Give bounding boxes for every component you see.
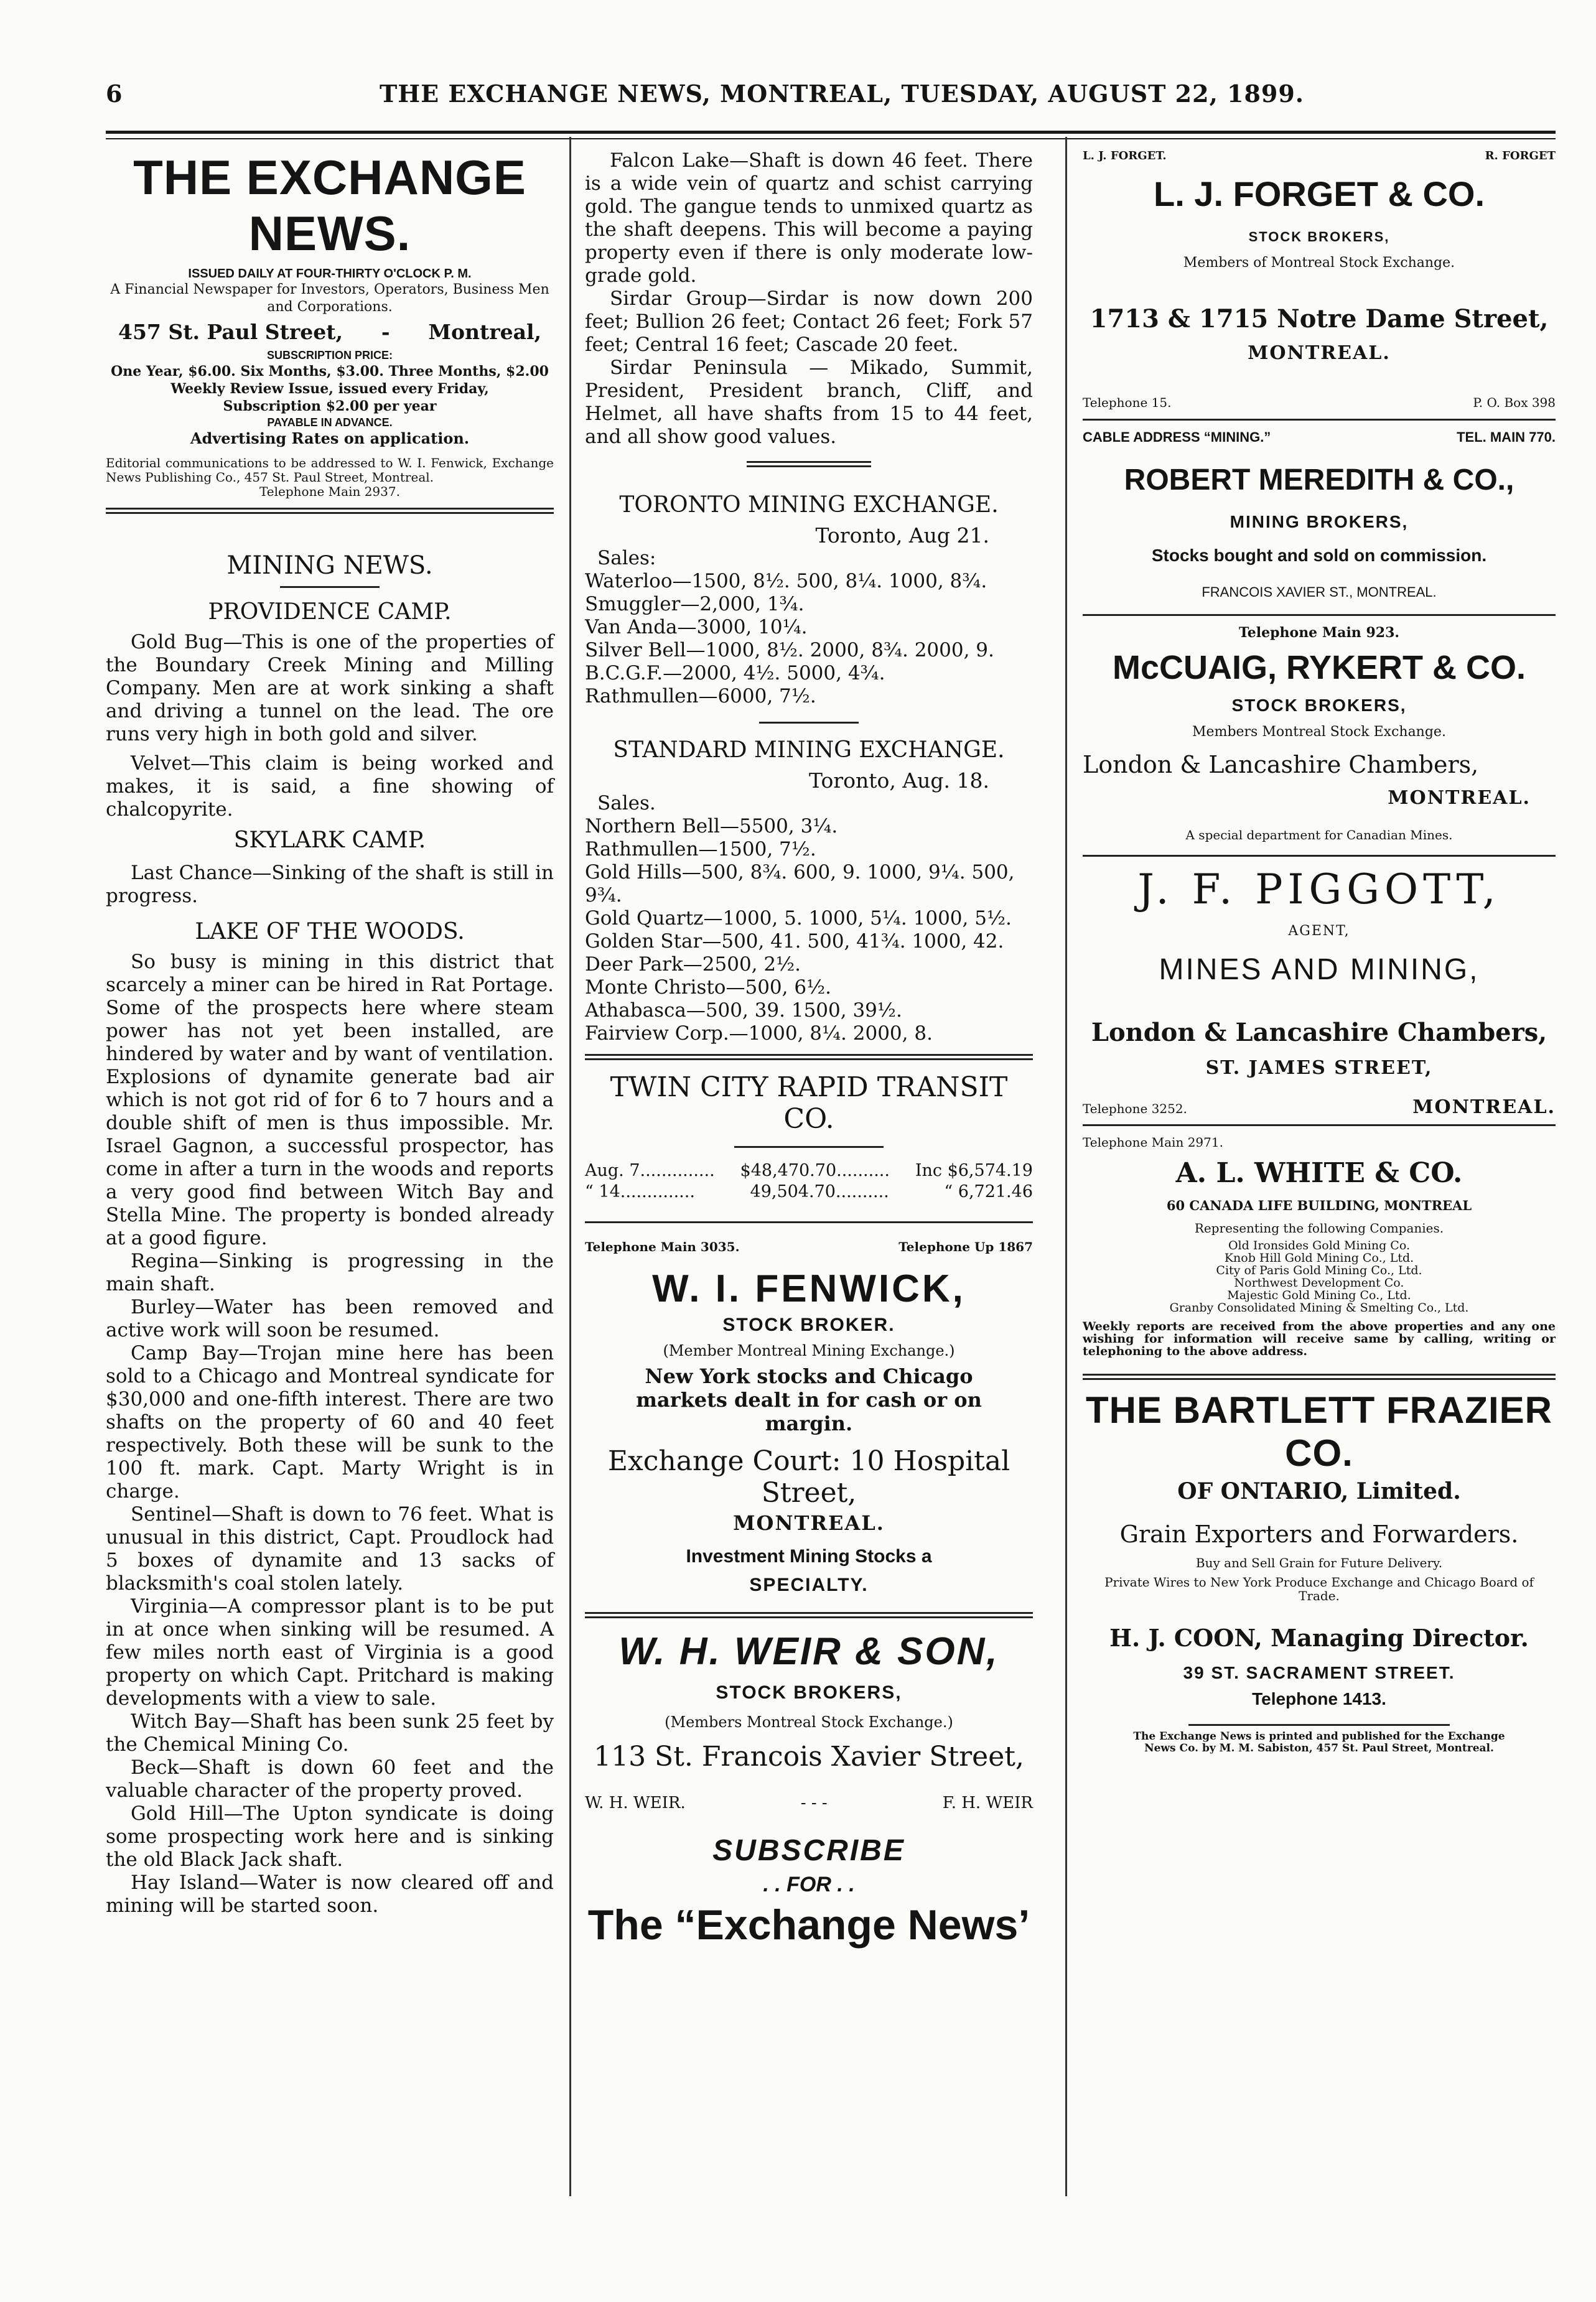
sales-line: Fairview Corp.—1000, 8¼. 2000, 8. xyxy=(585,1022,933,1045)
sales-line: Smuggler—2,000, 1¾. xyxy=(585,593,805,615)
editorial-phone: Telephone Main 2937. xyxy=(259,484,400,499)
forget-member: Members of Montreal Stock Exchange. xyxy=(1183,255,1455,271)
mccuaig-member: Members Montreal Stock Exchange. xyxy=(1192,724,1446,740)
divider xyxy=(106,508,554,514)
column-divider xyxy=(569,137,571,2196)
weir-ad xyxy=(585,1629,1033,1949)
twin-city-date: “ 14.............. xyxy=(585,1182,695,1201)
sales-line: Van Anda—3000, 10¼. xyxy=(585,616,808,638)
providence-camp-heading: PROVIDENCE CAMP. xyxy=(208,599,452,625)
forget-left: L. J. FORGET. xyxy=(1083,149,1167,162)
weir-partners xyxy=(585,1794,1033,1812)
mccuaig-name: McCUAIG, RYKERT & CO. xyxy=(1112,649,1526,686)
forget-ad xyxy=(1083,174,1556,364)
divider xyxy=(1083,419,1556,421)
divider xyxy=(1188,1724,1450,1726)
sales-line: Deer Park—2500, 2½. xyxy=(585,953,801,976)
sales-line: Rathmullen—1500, 7½. xyxy=(585,838,816,860)
company-item: Majestic Gold Mining Co., Ltd. xyxy=(1227,1288,1411,1302)
divider xyxy=(1083,1124,1556,1126)
meredith-desc: Stocks bought and sold on commission. xyxy=(1151,546,1487,565)
twin-city-table xyxy=(585,1160,1033,1203)
paper-title: THE EXCHANGE NEWS. xyxy=(133,150,526,261)
bartlett-name: THE BARTLETT FRAZIER CO. xyxy=(1086,1389,1552,1474)
forget-right: R. FORGET xyxy=(1485,149,1556,162)
weir-name: W. H. WEIR & SON, xyxy=(618,1630,999,1673)
paragraph: Gold Hill—The Upton syndicate is doing some prospecting work here and is sinking the old Black Jack shaft. xyxy=(106,1802,554,1871)
paragraph: Witch Bay—Shaft has been sunk 25 feet by the Chemical Mining Co. xyxy=(106,1710,554,1756)
tagline: A Financial Newspaper for Investors, Operators, Business Men and Corporations. xyxy=(110,282,549,315)
sales-label: Sales: xyxy=(597,547,656,569)
forget-phone: Telephone 15. xyxy=(1083,395,1172,410)
weir-address: 113 St. Francois Xavier Street, xyxy=(594,1741,1024,1773)
piggott-city: MONTREAL. xyxy=(1412,1096,1556,1118)
weir-right: F. H. WEIR xyxy=(942,1794,1033,1812)
sales-line: Gold Hills—500, 8¾. 600, 9. 1000, 9¼. 500, 9¾. xyxy=(585,861,1015,906)
white-phone: Telephone Main 2971. xyxy=(1083,1135,1223,1150)
divider xyxy=(734,1146,884,1148)
exchange-news-promo: The “Exchange News’ xyxy=(587,1901,1030,1949)
standard-date: Toronto, Aug. 18. xyxy=(809,768,989,793)
sales-label: Sales. xyxy=(597,792,656,814)
address-right: Montreal, xyxy=(428,320,541,344)
toronto-exchange-heading: TORONTO MINING EXCHANGE. xyxy=(619,492,999,518)
company-item: City of Paris Gold Mining Co., Ltd. xyxy=(1216,1264,1422,1277)
sales-line: Silver Bell—1000, 8½. 2000, 8¾. 2000, 9. xyxy=(585,639,994,661)
divider xyxy=(280,586,380,588)
column-divider xyxy=(1065,137,1067,2196)
fenwick-specialty: SPECIALTY. xyxy=(749,1575,869,1595)
paragraph: Burley—Water has been removed and active work will soon be resumed. xyxy=(106,1296,554,1341)
editorial-note: Editorial communications to be addressed to W. I. Fenwick, Exchange News Publishing Co., 457 St. Paul Street, Montreal. xyxy=(106,455,554,485)
fenwick-address: Exchange Court: 10 Hospital Street, xyxy=(607,1445,1010,1509)
piggott-address: London & Lancashire Chambers, xyxy=(1091,1018,1547,1047)
paragraph: Sirdar Group—Sirdar is now down 200 feet; Bullion 26 feet; Contact 26 feet; Fork 57 feet; Central 16 feet; Cascade 20 feet. xyxy=(585,287,1033,356)
fenwick-name: W. I. FENWICK, xyxy=(652,1267,966,1310)
piggott-ad xyxy=(1083,865,1556,1079)
white-company-list xyxy=(1083,1239,1556,1314)
fenwick-city: MONTREAL. xyxy=(733,1511,885,1535)
twin-city-row xyxy=(585,1181,1033,1203)
paragraph: Sentinel—Shaft is down to 76 feet. What is unusual in this district, Capt. Proudlock had 5 boxes of dynamite and 13 sacks of blacksmith's coal stolen lately. xyxy=(106,1503,554,1595)
paragraph: Regina—Sinking is progressing in the main shaft. xyxy=(106,1250,554,1295)
piggott-street: ST. JAMES STREET, xyxy=(1205,1057,1433,1079)
sales-line: Golden Star—500, 41. 500, 41¾. 1000, 42. xyxy=(585,930,1004,953)
paragraph: Beck—Shaft is down 60 feet and the valuable character of the property proved. xyxy=(106,1756,554,1802)
subscription-label: SUBSCRIPTION PRICE: xyxy=(266,349,393,361)
twin-city-inc: “ 6,721.46 xyxy=(944,1182,1033,1201)
fenwick-desc: New York stocks and Chicago markets dealt in for cash or on margin. xyxy=(636,1364,982,1435)
forget-contact xyxy=(1083,395,1556,410)
divider xyxy=(1083,855,1556,857)
piggott-mines: MINES AND MINING, xyxy=(1159,953,1480,986)
paragraph: Last Chance—Sinking of the shaft is still in progress. xyxy=(106,862,554,907)
twin-city-heading: TWIN CITY RAPID TRANSIT CO. xyxy=(610,1071,1008,1135)
meredith-role: MINING BROKERS, xyxy=(1230,512,1409,531)
for-text: . . FOR . . xyxy=(763,1873,855,1896)
paragraph: Gold Bug—This is one of the properties of the Boundary Creek Mining and Milling Company. Men are at work sinking a shaft and driving a tunnel on the lead. The ore runs very high in both gold and silver. xyxy=(106,631,554,745)
divider xyxy=(1083,614,1556,616)
company-item: Knob Hill Gold Mining Co., Ltd. xyxy=(1224,1251,1414,1265)
piggott-role: AGENT, xyxy=(1288,923,1350,939)
piggott-contact xyxy=(1083,1096,1556,1118)
page-number: 6 xyxy=(106,80,123,108)
paragraph: So busy is mining in this district that scarcely a miner can be hired in Rat Portage. Some of the prospects here where steam power has not yet been installed, are hindered by water and by want of ventilation. Explosions of dynamite generate bad air which is not got rid of for 6 to 7 hours and a double shift of men is thus impossible. Mr. Israel Gagnon, a successful prospector, has come in after a turn in the woods and reports a very good find between Witch Bay and Stella Mine. The property is bonded already at a good figure. xyxy=(106,951,554,1249)
bartlett-wires: Private Wires to New York Produce Exchange and Chicago Board of Trade. xyxy=(1104,1575,1534,1603)
piggott-name: J. F. PIGGOTT, xyxy=(1137,865,1501,913)
company-item: Granby Consolidated Mining & Smelting Co., Ltd. xyxy=(1169,1301,1469,1315)
fenwick-member: (Member Montreal Mining Exchange.) xyxy=(663,1342,955,1359)
divider xyxy=(585,1054,1033,1060)
mccuaig-address: London & Lancashire Chambers, xyxy=(1083,751,1479,778)
white-ad xyxy=(1083,1157,1556,1358)
meredith-name: ROBERT MEREDITH & CO., xyxy=(1124,464,1514,496)
printed-notice: The Exchange News is printed and published for the Exchange News Co. by M. M. Sabiston, 457 St. Paul Street, Montreal. xyxy=(1133,1730,1505,1754)
paragraph: Camp Bay—Trojan mine here has been sold to a Chicago and Montreal syndicate for $30,000 and one-fifth interest. There are two shafts on the property of 60 and 40 feet respectively. Both these will be sunk to the 100 ft. mark. Capt. Marty Wright is in charge. xyxy=(106,1342,554,1503)
forget-partners xyxy=(1083,149,1556,162)
twin-city-amount: 49,504.70.......... xyxy=(750,1182,889,1201)
standard-sales-list xyxy=(585,815,1033,1045)
weir-dashes: - - - xyxy=(800,1794,828,1812)
paragraph: Sirdar Peninsula — Mikado, Summit, President, President branch, Cliff, and Helmet, all have shafts from 15 to 44 feet, and all show good values. xyxy=(585,356,1033,448)
standard-exchange-heading: STANDARD MINING EXCHANGE. xyxy=(613,737,1005,763)
lake-of-woods-heading: LAKE OF THE WOODS. xyxy=(195,919,465,944)
sales-line: Monte Christo—500, 6½. xyxy=(585,976,831,999)
payable-advance: PAYABLE IN ADVANCE. xyxy=(267,416,393,429)
tel-main: TEL. MAIN 770. xyxy=(1457,429,1556,445)
forget-city: MONTREAL. xyxy=(1248,342,1391,364)
weekly-price: Subscription $2.00 per year xyxy=(223,398,437,414)
divider xyxy=(747,461,871,467)
fenwick-ad xyxy=(585,1267,1033,1596)
fenwick-phone-row xyxy=(585,1239,1033,1254)
coon-address: 39 ST. SACRAMENT STREET. xyxy=(1183,1663,1455,1682)
address-dash: - xyxy=(381,320,390,344)
mccuaig-dept: A special department for Canadian Mines. xyxy=(1185,827,1453,842)
sales-line: B.C.G.F.—2000, 4½. 5000, 4¾. xyxy=(585,662,885,684)
forget-role: STOCK BROKERS, xyxy=(1248,229,1390,245)
toronto-sales-list xyxy=(585,570,1033,708)
bartlett-sub: OF ONTARIO, Limited. xyxy=(1177,1478,1461,1504)
mccuaig-ad xyxy=(1083,625,1556,842)
forget-address: 1713 & 1715 Notre Dame Street, xyxy=(1090,304,1549,333)
mining-news-heading: MINING NEWS. xyxy=(226,551,433,580)
twin-city-row xyxy=(585,1160,1033,1181)
coon-phone: Telephone 1413. xyxy=(1252,1689,1386,1708)
masthead: THE EXCHANGE NEWS, MONTREAL, TUESDAY, AUGUST 22, 1899. xyxy=(380,80,1305,108)
meredith-address: FRANCOIS XAVIER ST., MONTREAL. xyxy=(1202,584,1437,600)
twin-city-inc: Inc $6,574.19 xyxy=(915,1161,1033,1180)
divider xyxy=(759,722,859,724)
header-rule xyxy=(106,131,1556,134)
sales-line: Waterloo—1500, 8½. 500, 8¼. 1000, 8¾. xyxy=(585,570,987,592)
address-row xyxy=(118,320,541,344)
column-2 xyxy=(585,149,1033,1949)
sales-line: Athabasca—500, 39. 1500, 39½. xyxy=(585,999,902,1022)
company-item: Old Ironsides Gold Mining Co. xyxy=(1228,1239,1410,1252)
coon-director: H. J. COON, Managing Director. xyxy=(1109,1624,1529,1652)
subscribe-text: SUBSCRIBE xyxy=(712,1834,905,1867)
weir-member: (Members Montreal Stock Exchange.) xyxy=(665,1713,953,1731)
paragraph: Velvet—This claim is being worked and makes, it is said, a fine showing of chalcopyrite. xyxy=(106,752,554,821)
mccuaig-role: STOCK BROKERS, xyxy=(1231,696,1407,715)
fenwick-role: STOCK BROKER. xyxy=(722,1315,895,1335)
cable-address: CABLE ADDRESS “MINING.” xyxy=(1083,429,1271,445)
paragraph: Virginia—A compressor plant is to be put in at once when sinking will be resumed. A few miles north east of Virginia is a good property on which Capt. Pritchard is making developments with a view to sale. xyxy=(106,1595,554,1710)
meredith-contact xyxy=(1083,429,1556,445)
subscription-prices: One Year, $6.00. Six Months, $3.00. Three Months, $2.00 xyxy=(111,363,549,380)
address-left: 457 St. Paul Street, xyxy=(118,320,343,344)
twin-city-date: Aug. 7.............. xyxy=(585,1161,715,1180)
sales-line: Gold Quartz—1000, 5. 1000, 5¼. 1000, 5½. xyxy=(585,907,1012,930)
column-1 xyxy=(106,149,554,1918)
header-rule-thin xyxy=(106,138,1556,139)
white-weekly: Weekly reports are received from the above properties and any one wishing for information will receive same by calling, writing or telephoning to the above address. xyxy=(1083,1320,1556,1358)
weekly-issue: Weekly Review Issue, issued every Friday, xyxy=(170,381,489,397)
mccuaig-city: MONTREAL. xyxy=(1388,787,1531,809)
white-rep: Representing the following Companies. xyxy=(1194,1221,1444,1236)
sales-line: Rathmullen—6000, 7½. xyxy=(585,685,816,707)
divider xyxy=(585,1221,1033,1223)
forget-box: P. O. Box 398 xyxy=(1473,395,1556,410)
white-address: 60 CANADA LIFE BUILDING, MONTREAL xyxy=(1166,1198,1472,1213)
bartlett-ad xyxy=(1083,1389,1556,1709)
paragraph: Falcon Lake—Shaft is down 46 feet. There is a wide vein of quartz and schist carrying gold. The gangue tends to unmixed quartz as the shaft deepens. This will become a paying property even if there is only moderate low-grade gold. xyxy=(585,149,1033,287)
sales-line: Northern Bell—5500, 3¼. xyxy=(585,815,838,837)
phone-left: Telephone Main 3035. xyxy=(585,1239,740,1254)
fenwick-investment: Investment Mining Stocks a xyxy=(686,1546,932,1567)
page-header xyxy=(106,80,1556,117)
meredith-ad xyxy=(1083,463,1556,600)
weir-role: STOCK BROKERS, xyxy=(716,1682,902,1703)
twin-city-amount: $48,470.70.......... xyxy=(740,1161,890,1180)
issued-line: ISSUED DAILY AT FOUR-THIRTY O'CLOCK P. M. xyxy=(188,267,472,281)
divider xyxy=(585,1612,1033,1618)
company-item: Northwest Development Co. xyxy=(1234,1276,1404,1290)
column-3 xyxy=(1083,149,1556,1754)
phone-right: Telephone Up 1867 xyxy=(898,1239,1033,1254)
piggott-phone: Telephone 3252. xyxy=(1083,1101,1187,1116)
bartlett-grain: Grain Exporters and Forwarders. xyxy=(1119,1521,1519,1548)
forget-name: L. J. FORGET & CO. xyxy=(1153,174,1485,213)
paragraph: Hay Island—Water is now cleared off and mining will be started soon. xyxy=(106,1871,554,1917)
skylark-camp-heading: SKYLARK CAMP. xyxy=(233,827,426,853)
bartlett-buy: Buy and Sell Grain for Future Delivery. xyxy=(1195,1555,1443,1570)
mccuaig-phone: Telephone Main 923. xyxy=(1238,625,1400,641)
advertising-rates: Advertising Rates on application. xyxy=(190,429,470,447)
white-name: A. L. WHITE & CO. xyxy=(1175,1157,1463,1189)
toronto-date: Toronto, Aug 21. xyxy=(815,523,989,548)
divider xyxy=(1083,1374,1556,1380)
weir-left: W. H. WEIR. xyxy=(585,1794,686,1812)
